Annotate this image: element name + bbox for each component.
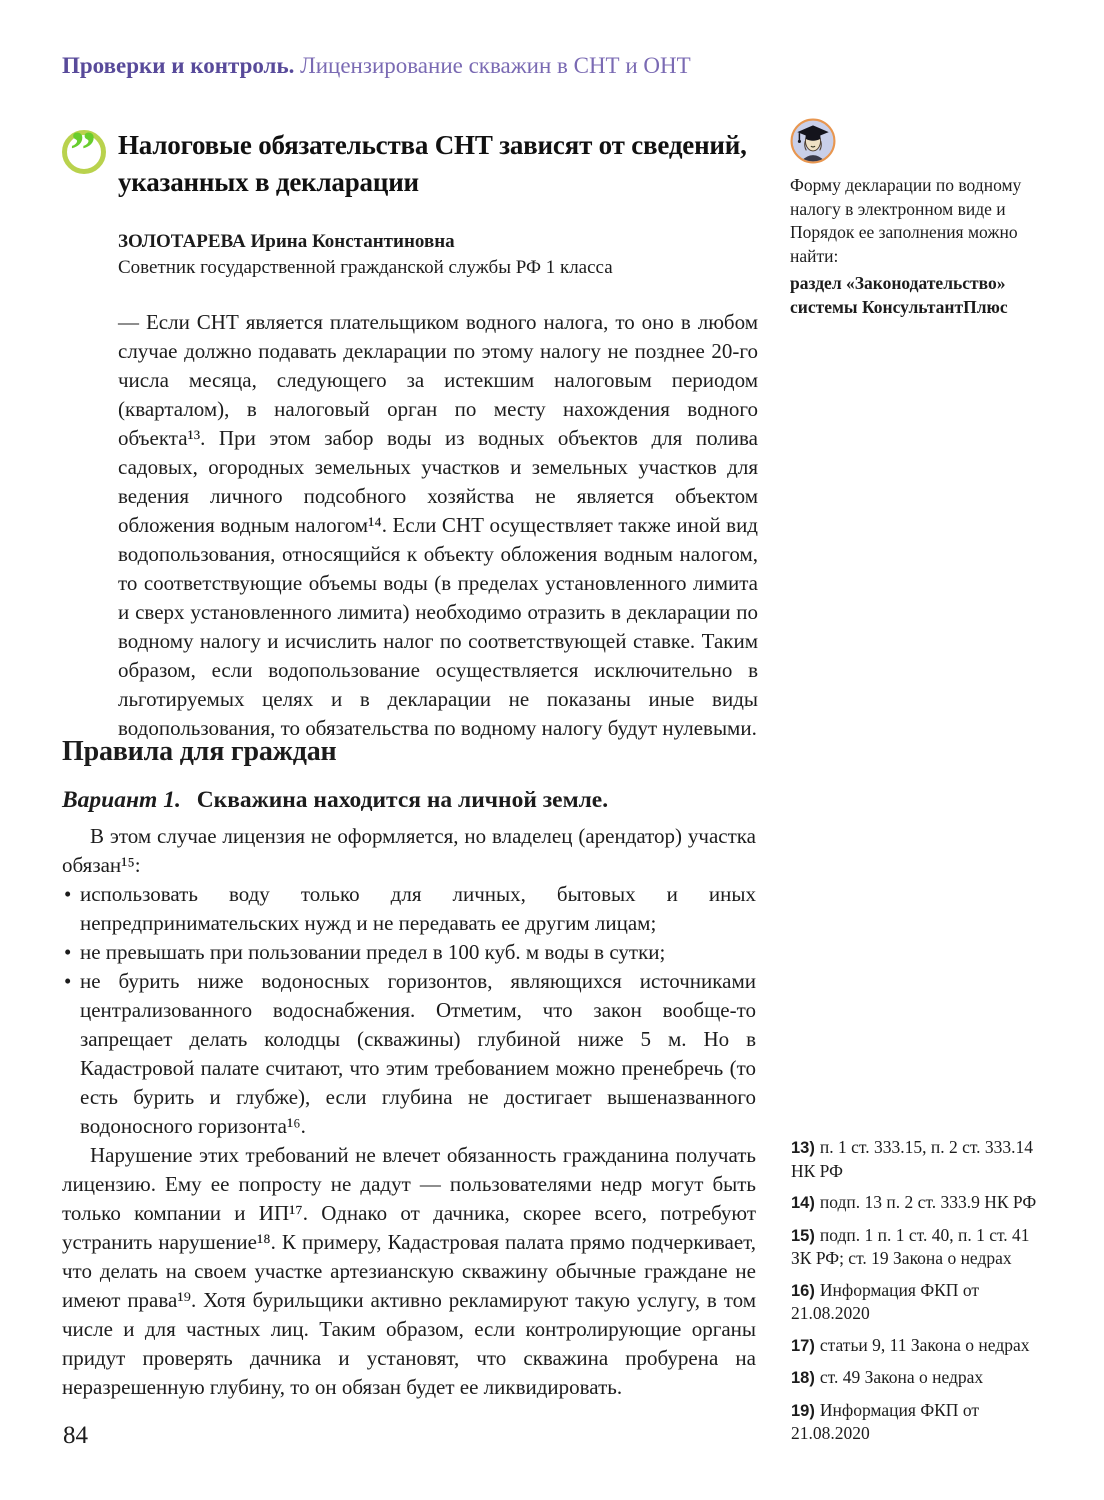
bullet-icon: •: [64, 969, 72, 993]
variant-title: Скважина находится на личной земле.: [196, 787, 609, 813]
sidebar-note-reference: раздел «Законодательство» системы КонсультантПлюс: [790, 273, 1008, 317]
footnote: [791, 1279, 1045, 1325]
footnote: [791, 1136, 1045, 1182]
bullet-icon: •: [64, 882, 72, 906]
interview-answer: — Если СНТ является плательщиком водного налога, то оно в любом случае должно подавать декларации по этому налогу не позднее 20-го числа месяца, следующего за истекшим налоговым периодом (кварталом), в налоговый орган по месту нахождения водного объекта¹³. При этом забор воды из водных объектов для полива садовых, огородных земельных участков и земельных участков для ведения личного подсобного хозяйства не является объектом обложения водным налогом¹⁴. Если СНТ осуществляет также иной вид водопользования, относящийся к объекту обложения водным налогом, то соответствующие объемы воды (в пределах установленного лимита и сверх установленного лимита) необходимо отразить в декларации по водному налогу и исчислить налог по соответствующей ставке. Таким образом, если водопользование осуществляется исключительно в льготируемых целях и в декларации не показаны иные виды водопользования, то обязательства по водному налогу будут нулевыми.: [118, 310, 758, 740]
list-item: [62, 880, 756, 938]
bullet-icon: •: [64, 940, 72, 964]
footnote-text: подп. 13 п. 2 ст. 333.9 НК РФ: [819, 1192, 1037, 1212]
footnote-number: 14): [791, 1194, 815, 1212]
author-name: ЗОЛОТАРЕВА Ирина Константиновна: [118, 231, 455, 252]
list-item: [62, 938, 756, 967]
footnote-number: 19): [791, 1401, 815, 1420]
bullet-text: не превышать при пользовании предел в 100 куб. м воды в сутки;: [80, 940, 666, 964]
footnote: [791, 1334, 1045, 1358]
footnote-number: 18): [791, 1369, 815, 1387]
page-number: 84: [63, 1422, 88, 1449]
footnote-text: п. 1 ст. 333.15, п. 2 ст. 333.14 НК РФ: [791, 1137, 1034, 1181]
footnote-text: ст. 49 Закона о недрах: [819, 1367, 984, 1387]
rules-intro: В этом случае лицензия не оформляется, но владелец (арендатор) участка обязан¹⁵:: [62, 824, 756, 877]
rules-section: [62, 735, 756, 1402]
sidebar-note-text: Форму декларации по водному налогу в электронном виде и Порядок ее заполнения можно найти:: [790, 175, 1022, 266]
author-role: Советник государственной гражданской службы РФ 1 класса: [118, 257, 613, 278]
quote-glyph: ”: [70, 122, 94, 179]
variant-label: Вариант 1.: [62, 787, 181, 813]
footnote: [791, 1224, 1045, 1270]
running-head: [62, 52, 691, 80]
variant-line: [62, 785, 756, 815]
footnote-text: Информация ФКП от 21.08.2020: [791, 1399, 979, 1443]
footnote-number: 15): [791, 1226, 815, 1245]
footnote: [791, 1399, 1045, 1445]
scholar-avatar-icon: [790, 118, 836, 164]
bullet-text: использовать воду только для личных, бытовых и иных непредпринимательских нужд и не передавать ее другим лицам;: [80, 882, 756, 935]
bullet-text: не бурить ниже водоносных горизонтов, являющихся источниками централизованного водоснабжения. Отметим, что закон вообще-то запрещает делать колодцы (скважины) глубиной ниже 5 м. Но в Кадастровой палате считают, что этим требованием можно пренебречь (то есть бурить и глубже), если глубина не достигает вышеназванного водоносного горизонта¹⁶.: [80, 969, 756, 1138]
author-block: [118, 229, 758, 281]
footnote-text: Информация ФКП от 21.08.2020: [791, 1279, 979, 1323]
running-head-section: Проверки и контроль.: [62, 53, 295, 78]
article-title: Налоговые обязательства СНТ зависят от сведений, указанных в декларации: [118, 130, 747, 197]
footnote-number: 16): [791, 1281, 815, 1300]
sidebar-note: [790, 118, 1048, 319]
footnotes-block: [791, 1136, 1045, 1454]
footnote: [791, 1366, 1045, 1390]
footnote-text: подп. 1 п. 1 ст. 40, п. 1 ст. 41 ЗК РФ; ст. 19 Закона о недрах: [791, 1224, 1030, 1268]
rules-heading: Правила для граждан: [62, 736, 337, 767]
rules-bullet-list: [62, 880, 756, 1141]
rules-paragraph: Нарушение этих требований не влечет обязанность гражданина получать лицензию. Ему ее попросту не дадут — пользователями недр могут быть только компании и ИП¹⁷. Однако от дачника, скорее всего, потребуют устранить нарушение¹⁸. К примеру, Кадастровая палата прямо подчеркивает, что делать на своем участке артезианскую скважину обычные граждане не имеют права¹⁹. Хотя бурильщики активно рекламируют такую услугу, в том числе и для частных лиц. Таким образом, если контролирующие органы придут проверять дачника и установят, что скважина пробурена на неразрешенную глубину, то он обязан будет ее ликвидировать.: [62, 1143, 756, 1399]
quote-icon: [62, 122, 106, 179]
footnote-number: 13): [791, 1139, 815, 1157]
running-head-topic: Лицензирование скважин в СНТ и ОНТ: [300, 53, 691, 78]
interview-article: [62, 122, 758, 743]
footnote-text: статьи 9, 11 Закона о недрах: [819, 1334, 1030, 1355]
footnote-number: 17): [791, 1336, 815, 1355]
list-item: [62, 967, 756, 1141]
footnote: [791, 1191, 1045, 1215]
